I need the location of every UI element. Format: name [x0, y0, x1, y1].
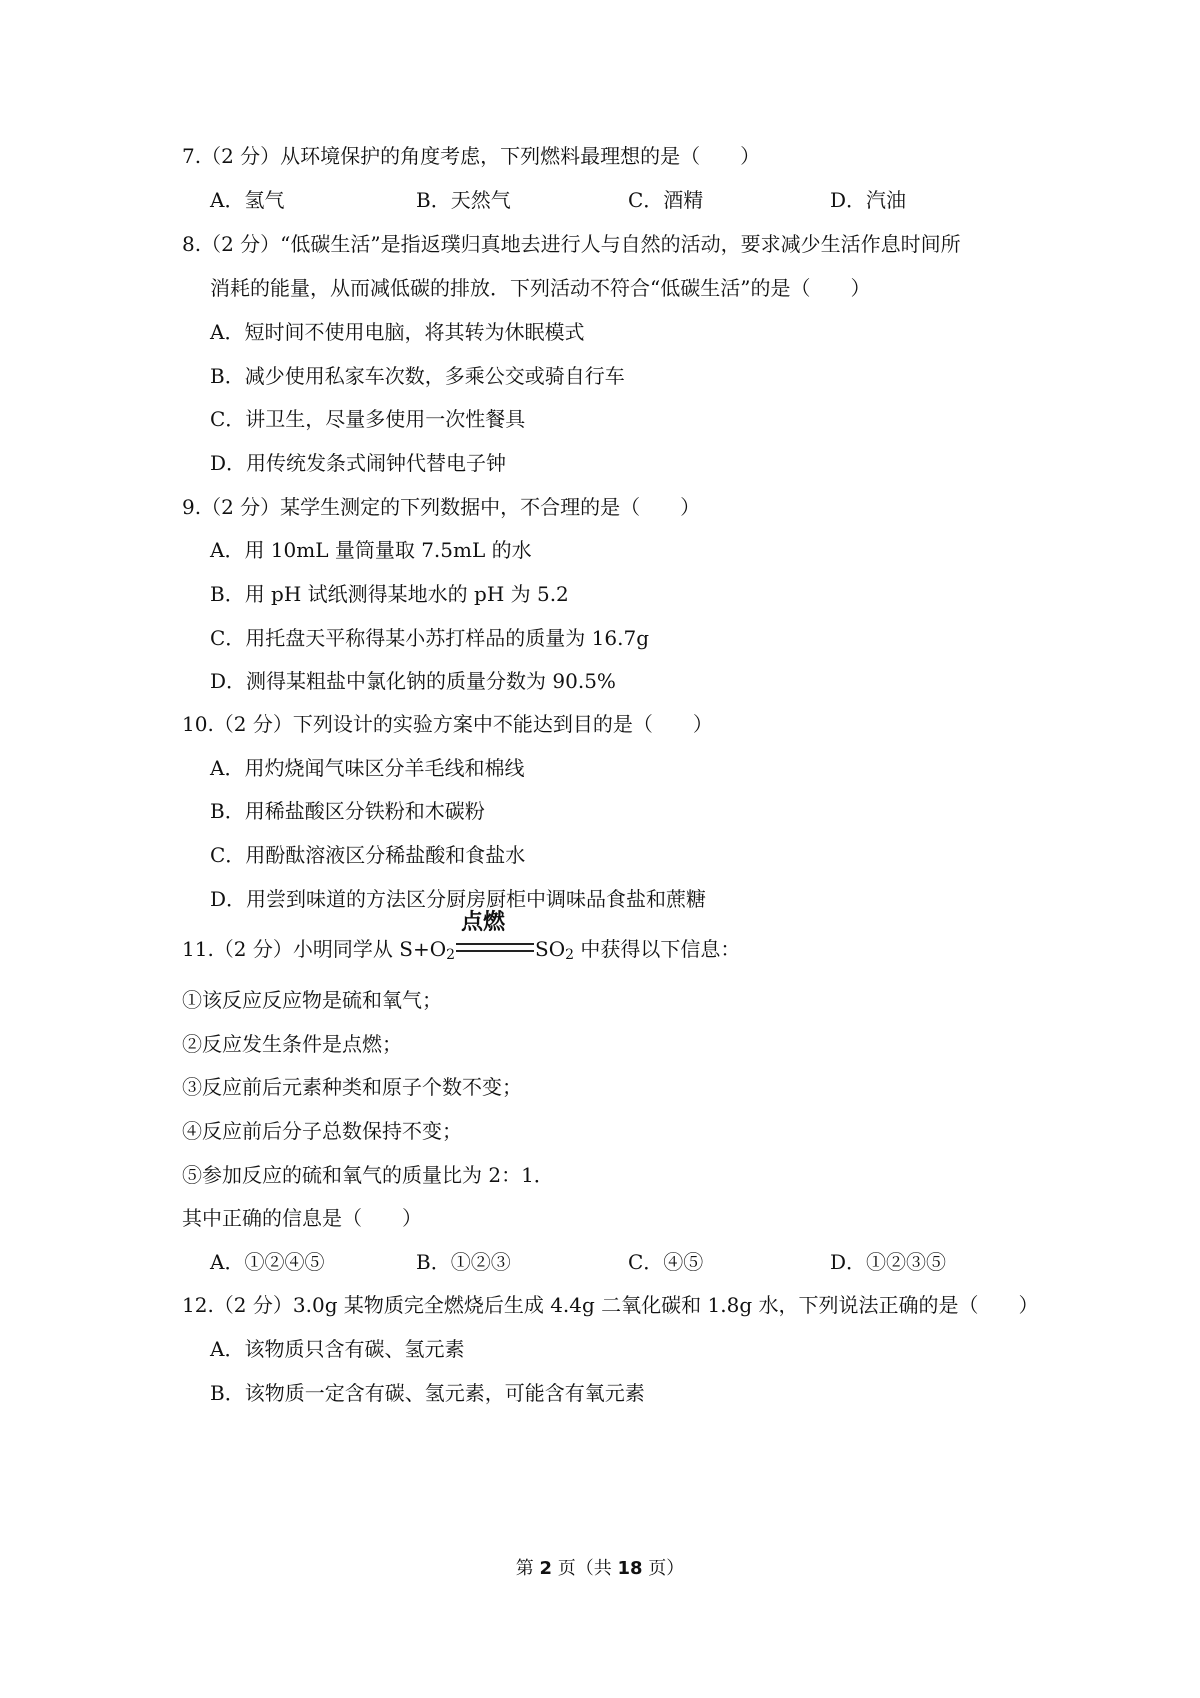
- option-c: C．④⑤: [628, 1250, 704, 1274]
- question-11-stem: [182, 910, 741, 969]
- question-11-info-4: ④反应前后分子总数保持不变；: [182, 1119, 462, 1143]
- question-8-option-a: A．短时间不使用电脑，将其转为休眠模式: [210, 320, 585, 344]
- reaction-arrow: [455, 910, 535, 963]
- question-11-info-5: ⑤参加反应的硫和氧气的质量比为 2：1．: [182, 1163, 554, 1187]
- footer-total-pages: 18: [617, 1558, 643, 1579]
- page-footer: [0, 1557, 1200, 1581]
- footer-pre: 第: [515, 1558, 540, 1579]
- option-d: D．汽油: [830, 188, 907, 212]
- question-10-option-a: A．用灼烧闻气味区分羊毛线和棉线: [210, 756, 525, 780]
- question-10-stem: 10.（2 分）下列设计的实验方案中不能达到目的是（ ）: [182, 712, 713, 736]
- question-11-options: [210, 1248, 1070, 1276]
- question-12-option-b: B．该物质一定含有碳、氢元素，可能含有氧元素: [210, 1381, 645, 1405]
- question-11-stem-suffix: 中获得以下信息：: [574, 937, 741, 961]
- question-11-info-2: ②反应发生条件是点燃；: [182, 1032, 402, 1056]
- question-11-stem-prefix: 11.（2 分）小明同学从 S+O: [182, 937, 447, 961]
- footer-mid: 页（共: [552, 1558, 618, 1579]
- so2-subscript: 2: [565, 947, 575, 963]
- option-a: A．①②④⑤: [210, 1250, 325, 1274]
- option-a: A．氢气: [210, 188, 285, 212]
- question-11-question: 其中正确的信息是（ ）: [182, 1206, 422, 1230]
- question-9-option-c: C．用托盘天平称得某小苏打样品的质量为 16.7g: [210, 626, 649, 650]
- reaction-condition: 点燃: [461, 910, 506, 935]
- question-7-stem: 7.（2 分）从环境保护的角度考虑，下列燃料最理想的是（ ）: [182, 144, 761, 168]
- question-10-option-c: C．用酚酞溶液区分稀盐酸和食盐水: [210, 843, 526, 867]
- equals-sign: [456, 943, 534, 952]
- question-11-info-3: ③反应前后元素种类和原子个数不变；: [182, 1075, 522, 1099]
- option-d: D．①②③⑤: [830, 1250, 947, 1274]
- product-formula: SO: [535, 937, 566, 961]
- question-12-option-a: A．该物质只含有碳、氢元素: [210, 1337, 465, 1361]
- option-b: B．天然气: [416, 188, 511, 212]
- footer-page-number: 2: [539, 1558, 552, 1579]
- footer-post: 页）: [642, 1558, 685, 1579]
- question-8-option-d: D．用传统发条式闹钟代替电子钟: [210, 451, 507, 475]
- question-7-options: [210, 186, 1070, 214]
- question-9-option-a: A．用 10mL 量筒量取 7.5mL 的水: [210, 538, 532, 562]
- option-c: C．酒精: [628, 188, 704, 212]
- question-10-option-d: D．用尝到味道的方法区分厨房厨柜中调味品食盐和蔗糖: [210, 887, 707, 911]
- question-11-info-1: ①该反应反应物是硫和氧气；: [182, 988, 442, 1012]
- question-9-option-b: B．用 pH 试纸测得某地水的 pH 为 5.2: [210, 582, 569, 606]
- o2-subscript: 2: [446, 947, 456, 963]
- question-8-stem-line1: 8.（2 分）“低碳生活”是指返璞归真地去进行人与自然的活动，要求减少生活作息时间所: [182, 232, 961, 256]
- question-8-stem-line2: 消耗的能量，从而减低碳的排放．下列活动不符合“低碳生活”的是（ ）: [210, 276, 871, 300]
- question-8-option-c: C．讲卫生，尽量多使用一次性餐具: [210, 407, 526, 431]
- question-9-option-d: D．测得某粗盐中氯化钠的质量分数为 90.5%: [210, 669, 616, 693]
- question-9-stem: 9.（2 分）某学生测定的下列数据中，不合理的是（ ）: [182, 495, 701, 519]
- question-8-option-b: B．减少使用私家车次数，多乘公交或骑自行车: [210, 364, 625, 388]
- question-10-option-b: B．用稀盐酸区分铁粉和木碳粉: [210, 799, 485, 823]
- option-b: B．①②③: [416, 1250, 511, 1274]
- question-12-stem: 12.（2 分）3.0g 某物质完全燃烧后生成 4.4g 二氧化碳和 1.8g 水，下列说法正确的是（ ）: [182, 1293, 1039, 1317]
